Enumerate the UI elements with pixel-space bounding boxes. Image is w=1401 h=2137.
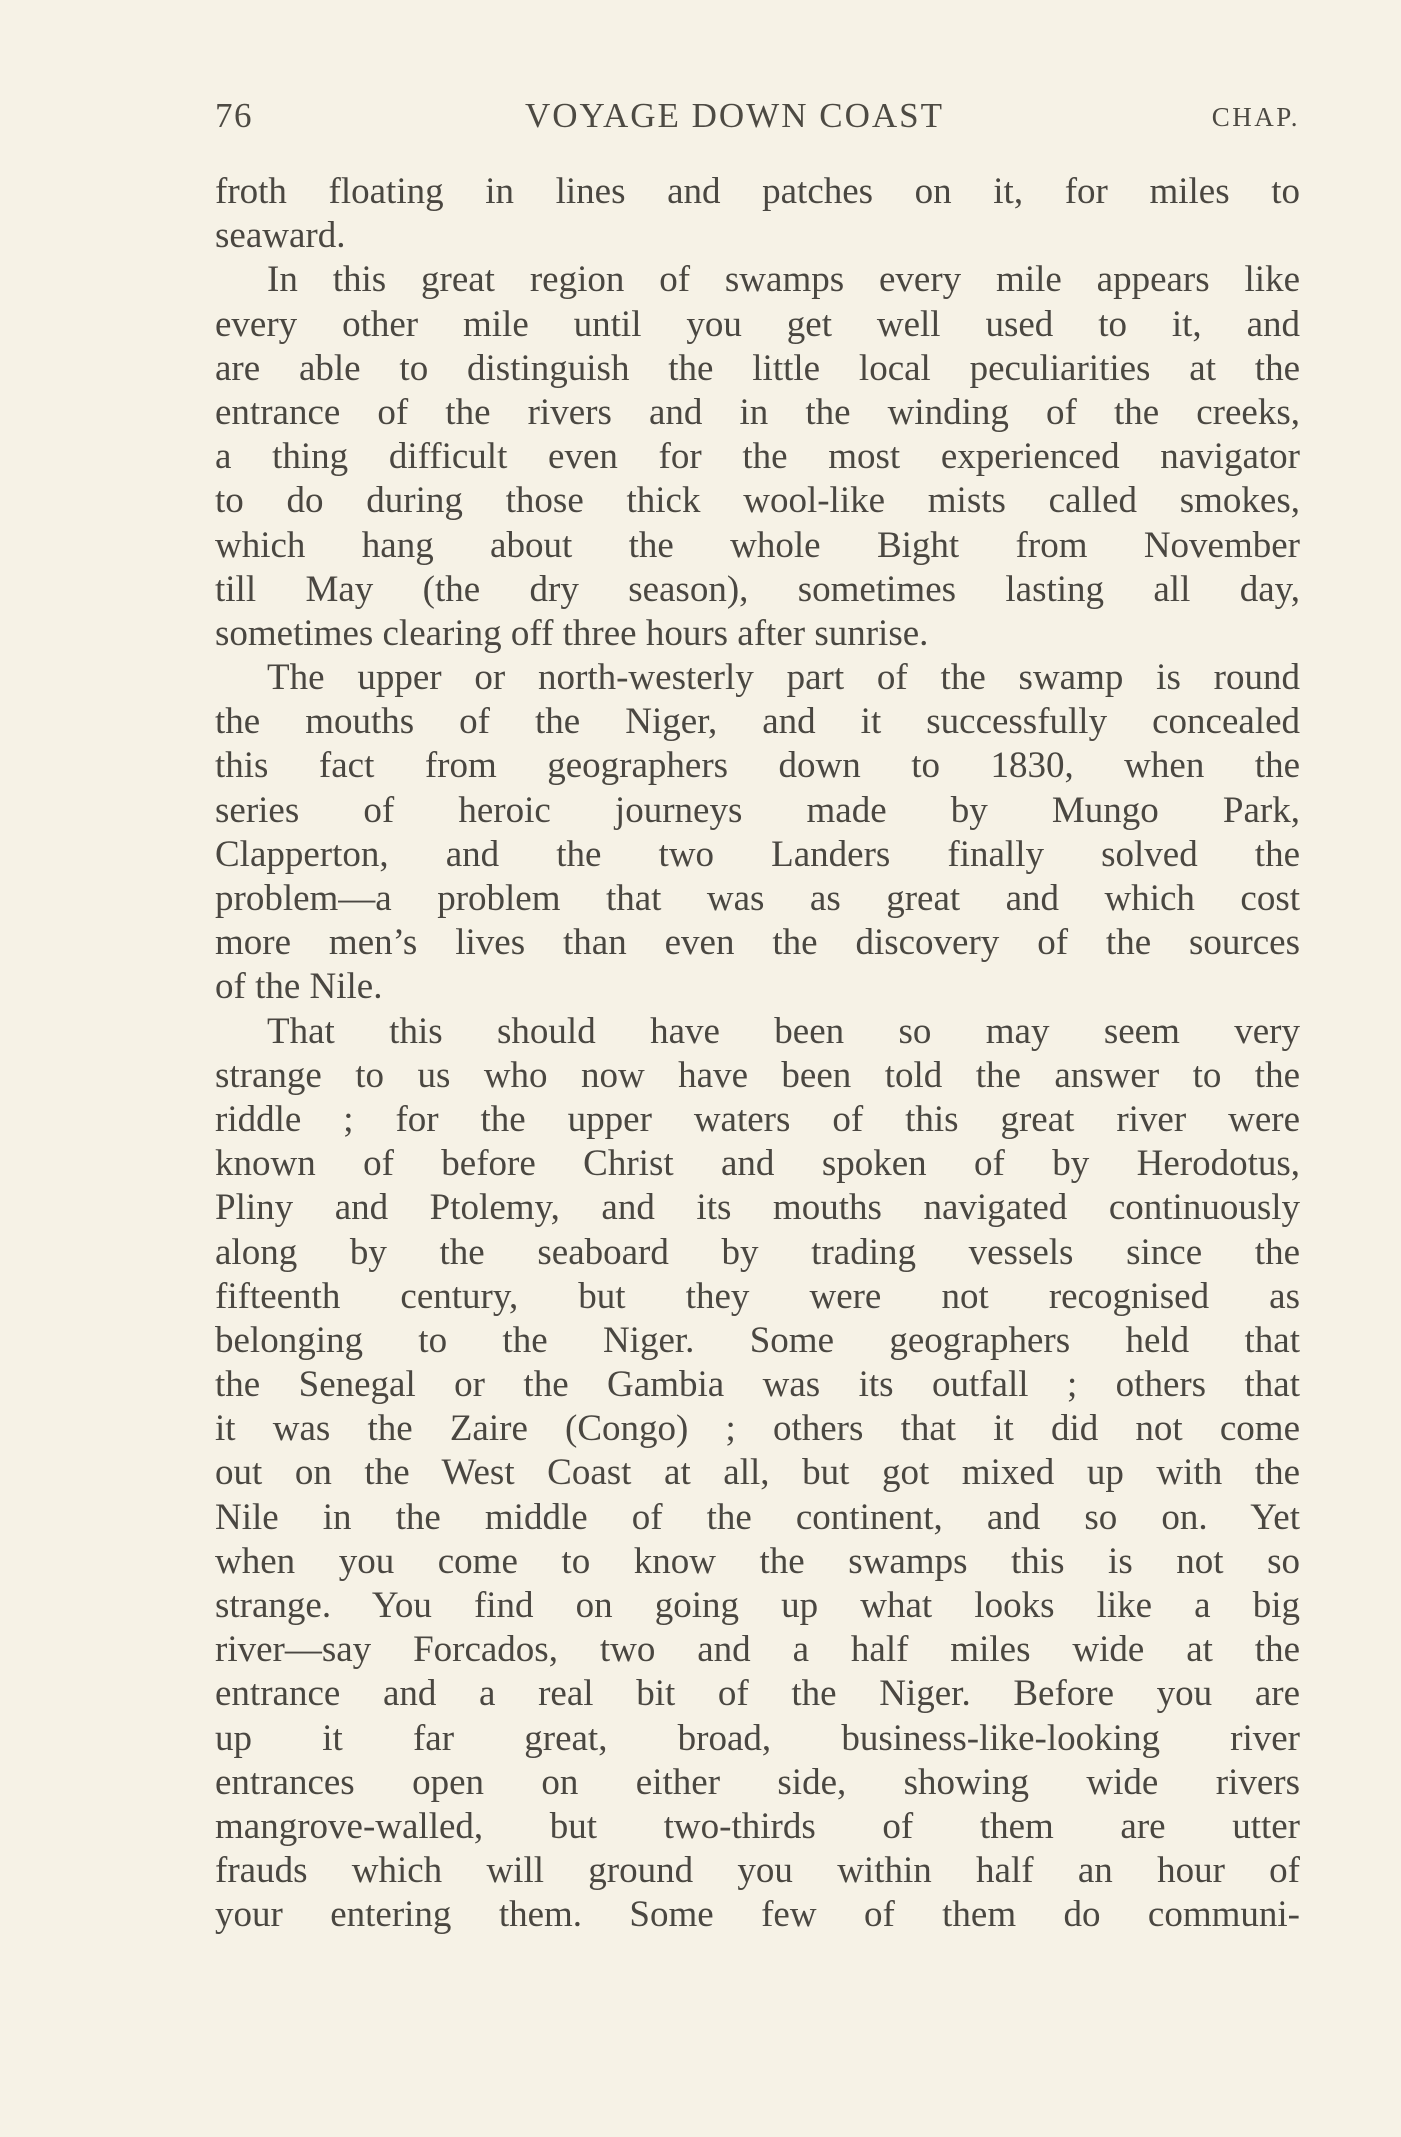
text-line: a thing difficult even for the most experienced navigator: [215, 436, 1300, 478]
text-line: your entering them. Some few of them do communi-: [215, 1894, 1300, 1936]
text-line: belonging to the Niger. Some geographers held that: [215, 1319, 1300, 1361]
text-line: Nile in the middle of the continent, and so on. Yet: [215, 1496, 1300, 1538]
text-line: seaward.: [215, 215, 346, 257]
running-head: [215, 96, 1300, 140]
text-line: up it far great, broad, business-like-looking river: [215, 1717, 1300, 1759]
text-line: entrance and a real bit of the Niger. Before you are: [215, 1673, 1300, 1715]
text-line: are able to distinguish the little local peculiarities at the: [215, 347, 1300, 389]
text-line: every other mile until you get well used to it, and: [215, 303, 1300, 345]
text-line: riddle ; for the upper waters of this great river were: [215, 1098, 1300, 1140]
body-text: [215, 170, 1300, 1938]
text-line: river—say Forcados, two and a half miles wide at the: [215, 1629, 1300, 1671]
text-line: In this great region of swamps every mile appears like: [267, 259, 1300, 301]
text-line: froth floating in lines and patches on it, for miles to: [215, 171, 1300, 212]
text-line: strange to us who now have been told the answer to the: [215, 1054, 1300, 1096]
text-line: more men’s lives than even the discovery of the sources: [215, 922, 1300, 964]
text-line: till May (the dry season), sometimes lasting all day,: [215, 568, 1300, 610]
text-line: problem—a problem that was as great and which cost: [215, 878, 1300, 919]
text-line: the Senegal or the Gambia was its outfall ; others that: [215, 1364, 1300, 1406]
page-number: 76: [215, 96, 253, 135]
text-line: The upper or north-westerly part of the swamp is round: [267, 657, 1300, 699]
text-line: known of before Christ and spoken of by Herodotus,: [215, 1143, 1300, 1185]
text-line: the mouths of the Niger, and it successfully concealed: [215, 701, 1300, 743]
text-line: entrance of the rivers and in the winding of the creeks,: [215, 391, 1300, 433]
text-line: along by the seaboard by trading vessels since the: [215, 1231, 1300, 1273]
text-line: Clapperton, and the two Landers finally solved the: [215, 833, 1300, 875]
text-line: entrances open on either side, showing wide rivers: [215, 1761, 1300, 1803]
running-title: VOYAGE DOWN COAST: [525, 96, 944, 135]
text-line: which hang about the whole Bight from November: [215, 524, 1300, 566]
text-line: frauds which will ground you within half an hour of: [215, 1850, 1300, 1892]
text-line: sometimes clearing off three hours after sunrise.: [215, 612, 929, 654]
text-line: Pliny and Ptolemy, and its mouths navigated continuously: [215, 1187, 1300, 1229]
text-line: series of heroic journeys made by Mungo Park,: [215, 789, 1300, 831]
text-line: out on the West Coast at all, but got mixed up with the: [215, 1452, 1300, 1494]
chapter-abbrev: CHAP.: [1211, 102, 1300, 132]
text-line: of the Nile.: [215, 966, 383, 1008]
text-line: this fact from geographers down to 1830, when the: [215, 745, 1300, 787]
text-line: it was the Zaire (Congo) ; others that it did not come: [215, 1408, 1300, 1450]
text-line: fifteenth century, but they were not recognised as: [215, 1275, 1300, 1317]
text-line: to do during those thick wool-like mists called smokes,: [215, 480, 1300, 522]
text-line: That this should have been so may seem very: [267, 1010, 1300, 1052]
text-line: when you come to know the swamps this is not so: [215, 1540, 1300, 1582]
text-line: mangrove-walled, but two-thirds of them are utter: [215, 1805, 1300, 1847]
text-line: strange. You find on going up what looks like a big: [215, 1585, 1300, 1626]
